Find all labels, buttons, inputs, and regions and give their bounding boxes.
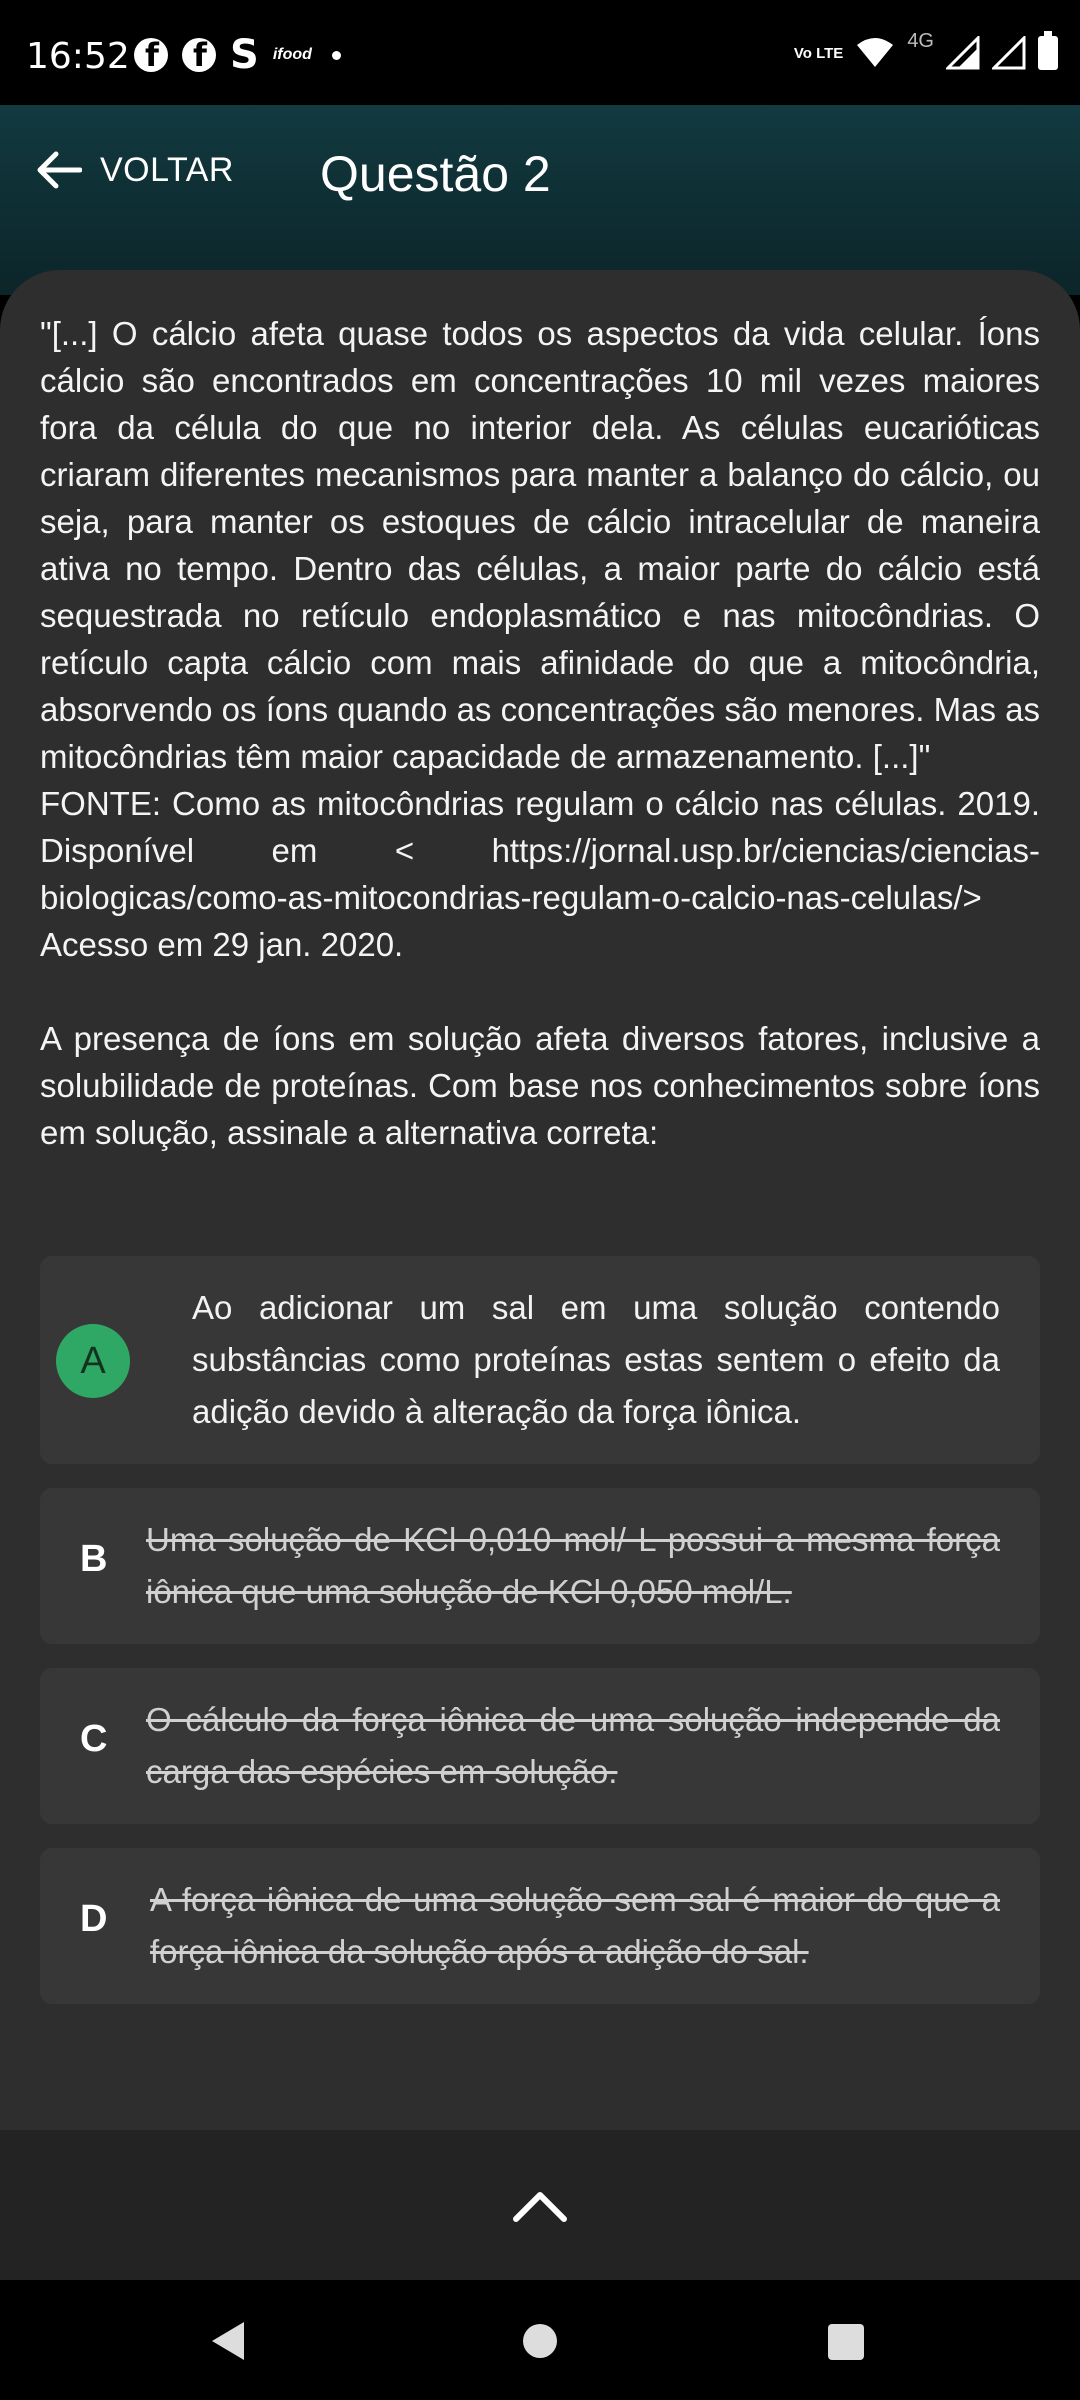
option-d-text: A força iônica de uma solução sem sal é maior do que a força iônica da solução após a adição do sal.: [150, 1881, 1000, 1970]
s-app-icon: S: [230, 32, 259, 78]
nav-back-icon[interactable]: [208, 2320, 248, 2362]
option-c-text: O cálculo da força iônica de uma solução independe da carga das espécies em solução.: [146, 1701, 1000, 1790]
back-label: VOLTAR: [100, 150, 234, 189]
question-source: FONTE: Como as mitocôndrias regulam o cálcio nas células. 2019. Disponível em < https://jornal.usp.br/ciencias/ciencias-biologicas/como-as-mitocondrias-regulam-o-calcio-nas-celulas/> Acesso em 29 jan. 2020.: [40, 785, 1040, 963]
option-a[interactable]: [40, 1256, 1040, 1464]
system-icons: [793, 29, 1058, 70]
facebook-icon: [134, 38, 168, 72]
option-c-letter: C: [80, 1718, 108, 1760]
nav-home-icon[interactable]: [523, 2324, 557, 2358]
arrow-left-icon: [36, 150, 82, 190]
dot-icon: [332, 51, 341, 60]
option-b-text: Uma solução de KCl 0,010 mol/ L possui a mesma força iônica que uma solução de KCl 0,050 mol/L.: [146, 1521, 1000, 1610]
chevron-up-icon[interactable]: [510, 2185, 570, 2225]
page-title: Questão 2: [320, 146, 551, 202]
status-time: 16:52: [26, 36, 130, 77]
back-button[interactable]: [36, 150, 234, 190]
option-c[interactable]: [40, 1668, 1040, 1824]
option-a-text: Ao adicionar um sal em uma solução contendo substâncias como proteínas estas sentem o efeito da adição devido à alteração da força iônica.: [192, 1289, 1000, 1430]
notification-icons: [134, 32, 341, 78]
battery-icon: [1038, 36, 1058, 70]
network-type-label: 4G: [907, 29, 934, 52]
question-quote: "[...] O cálcio afeta quase todos os aspectos da vida celular. Íons cálcio são encontrados em concentrações 10 mil vezes maiores fora da célula do que no interior dela. As células eucarióticas criaram diferentes mecanismos para manter a balanço do cálcio, ou seja, para manter os estoques de cálcio intracelular de maneira ativa no tempo. Dentro das células, a maior parte do cálcio está sequestrada no retículo endoplasmático e nas mitocôndrias. O retículo capta cálcio com mais afinidade do que a mitocôndria, absorvendo os íons quando as concentrações são menores. Mas as mitocôndrias têm maior capacidade de armazenamento. [...]": [40, 315, 1040, 775]
bottom-panel: [0, 2130, 1080, 2280]
option-d-letter: D: [80, 1898, 108, 1940]
option-b-letter: B: [80, 1538, 108, 1580]
app-header: [0, 105, 1080, 295]
option-d[interactable]: [40, 1848, 1040, 2004]
signal-icon: [946, 36, 980, 70]
facebook-icon: [182, 38, 216, 72]
system-nav-bar: [0, 2280, 1080, 2400]
question-text: [40, 310, 1040, 1156]
status-bar: [0, 0, 1080, 105]
wifi-icon: [855, 37, 895, 69]
signal-icon-2: [992, 36, 1026, 70]
ifood-icon: ifood: [272, 46, 312, 63]
option-b[interactable]: [40, 1488, 1040, 1644]
volte-icon: Vo LTE: [793, 44, 844, 62]
option-a-letter-selected: A: [56, 1324, 130, 1398]
question-prompt: A presença de íons em solução afeta diversos fatores, inclusive a solubilidade de proteínas. Com base nos conhecimentos sobre íons em solução, assinale a alternativa correta:: [40, 1020, 1040, 1151]
nav-recents-icon[interactable]: [828, 2324, 864, 2360]
